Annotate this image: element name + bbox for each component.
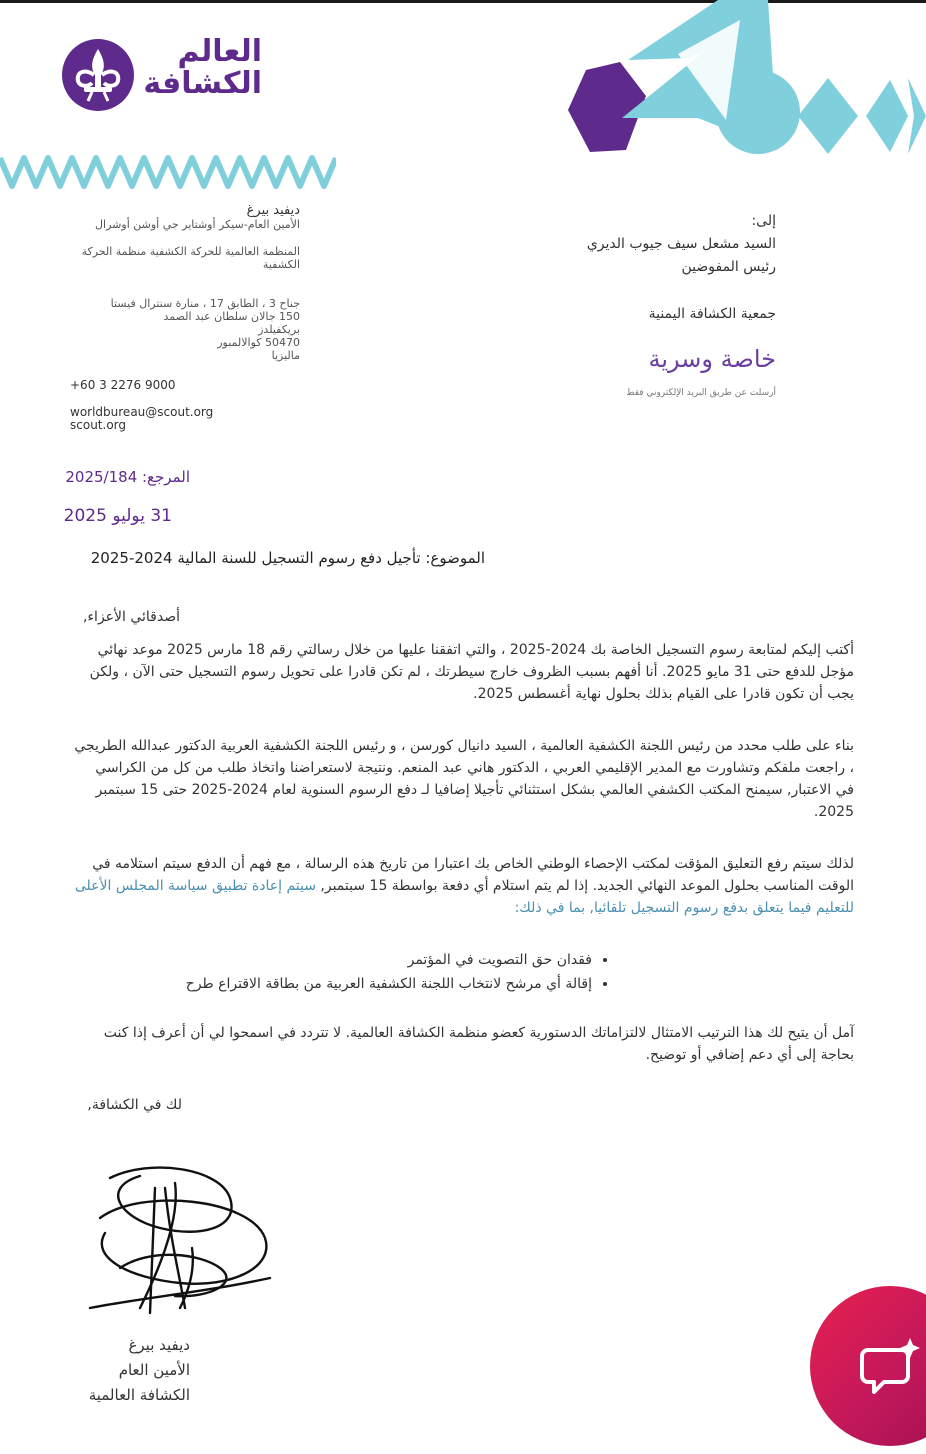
letter-date: 31 يوليو 2025 <box>63 506 172 526</box>
closing-line: لك في الكشافة, <box>87 1097 182 1113</box>
recipient-name: السيد مشعل سيف جيوب الديري <box>586 236 776 252</box>
geometric-header-decoration <box>568 0 926 162</box>
address-line: بريكفيلدز <box>258 323 300 336</box>
zigzag-decoration <box>0 152 336 192</box>
list-item: • إقالة أي مرشح لانتخاب اللجنة الكشفية العربية من بطاقة الاقتراع طرح <box>110 972 592 996</box>
consequences-list <box>110 948 610 996</box>
sender-name: ديفيد بيرغ <box>246 203 300 218</box>
signer-block <box>60 1333 190 1408</box>
to-label: إلى: <box>751 213 776 229</box>
address-line: ماليزيا <box>271 349 300 362</box>
reference-number: المرجع: 2025/184 <box>65 468 190 486</box>
sender-org: المنظمة العالمية للحركة الكشفية منظمة الحركة الكشفية <box>81 245 300 271</box>
signer-org: الكشافة العالمية <box>88 1386 190 1404</box>
address-line: 150 جالان سلطان عبد الصمد <box>163 310 300 323</box>
address-line: جناح 3 ، الطابق 17 ، منارة سنترال فيستا <box>110 297 300 310</box>
sender-website-link[interactable]: scout.org <box>70 418 126 432</box>
fleur-de-lis-logo-icon <box>62 39 134 111</box>
signer-title: الأمين العام <box>118 1361 190 1379</box>
paragraph-3-text: لذلك سيتم رفع التعليق المؤقت لمكتب الإحصاء الوطني الخاص بك اعتبارا من تاريخ هذه الرسالة ، مع فهم أن الدفع سيتم استلامه في الوقت المناسب بحلول الموعد النهائي الجديد. إذا لم يتم استلام أي دفعة بواسطة 15 سبتمبر, <box>92 856 854 894</box>
sender-email-link[interactable]: worldbureau@scout.org <box>70 405 214 419</box>
confidential-label: خاصة وسرية <box>648 345 776 373</box>
paragraph-2: بناء على طلب محدد من رئيس اللجنة الكشفية العالمية ، السيد دانيال كورسن ، و رئيس اللجنة الكشفية العربية الدكتور عبدالله الطريجي ، راجعت ملفكم وتشاورت مع المدير الإقليمي العربي ، الدكتور هاني عبد المنعم. ونتيجة لاستعراضنا واتخاذ طلب من كل من الكراسي في الاعتبار, سيمنح المكتب الكشفي العالمي بشكل استثنائي تأجيلا إضافيا لـ دفع الرسوم السنوية لعام 2024-2025 حتى 15 سبتمبر 2025. <box>74 738 854 820</box>
greeting: أصدقائي الأعزاء, <box>83 609 180 625</box>
letter-subject: الموضوع: تأجيل دفع رسوم التسجيل للسنة المالية 2024-2025 <box>90 549 485 567</box>
chat-sparkle-icon[interactable] <box>860 1336 920 1396</box>
recipient-block <box>420 210 776 398</box>
list-item: • فقدان حق التصويت في المؤتمر <box>110 948 592 972</box>
paragraph-4: آمل أن يتيح لك هذا الترتيب الامتثال لالتزاماتك الدستورية كعضو منظمة الكشافة العالمية. لا تتردد في اسمحوا لي أن أعرف إذا كنت بحاجة إلى أي دعم إضافي أو توضيح. <box>103 1025 854 1063</box>
paragraph-1: أكتب إليكم لمتابعة رسوم التسجيل الخاصة بك 2024-2025 ، والتي اتفقنا عليها من خلال رسالتي رقم 18 مارس 2025 موعد نهائي مؤجل للدفع حتى 31 مايو 2025. أنا أفهم بسبب الظروف خارج سيطرتك ، لم تكن قادرا على تحويل رسوم التسجيل حتى الآن ، ولكن يجب أن تكون قادرا على القيام بذلك بحلول نهاية أغسطس 2025. <box>89 642 854 702</box>
sent-by-email-note: أرسلت عن طريق البريد الإلكتروني فقط <box>626 388 776 398</box>
handwritten-signature <box>80 1158 280 1328</box>
paragraph-3-highlight: سيتم إعادة تطبيق سياسة المجلس الأعلى للتعليم فيما يتعلق بدفع رسوم التسجيل تلقائيا, بما في ذلك: <box>74 878 854 916</box>
sender-title: الأمين العام-سيكر أوشتاير جي أوشن أوشرال <box>95 218 300 231</box>
sender-phone: +60 3 2276 9000 <box>70 378 176 392</box>
recipient-org: جمعية الكشافة اليمنية <box>648 306 776 322</box>
signer-name: ديفيد بيرغ <box>128 1336 190 1354</box>
logo-line-2: الكشافة <box>143 66 262 101</box>
logo-wordmark <box>142 36 262 100</box>
sender-block <box>70 203 300 432</box>
logo-line-1: العالم <box>177 34 262 69</box>
address-line: 50470 كوالالمبور <box>217 336 300 349</box>
paragraph-3 <box>74 853 854 919</box>
recipient-role: رئيس المفوضين <box>681 259 776 275</box>
